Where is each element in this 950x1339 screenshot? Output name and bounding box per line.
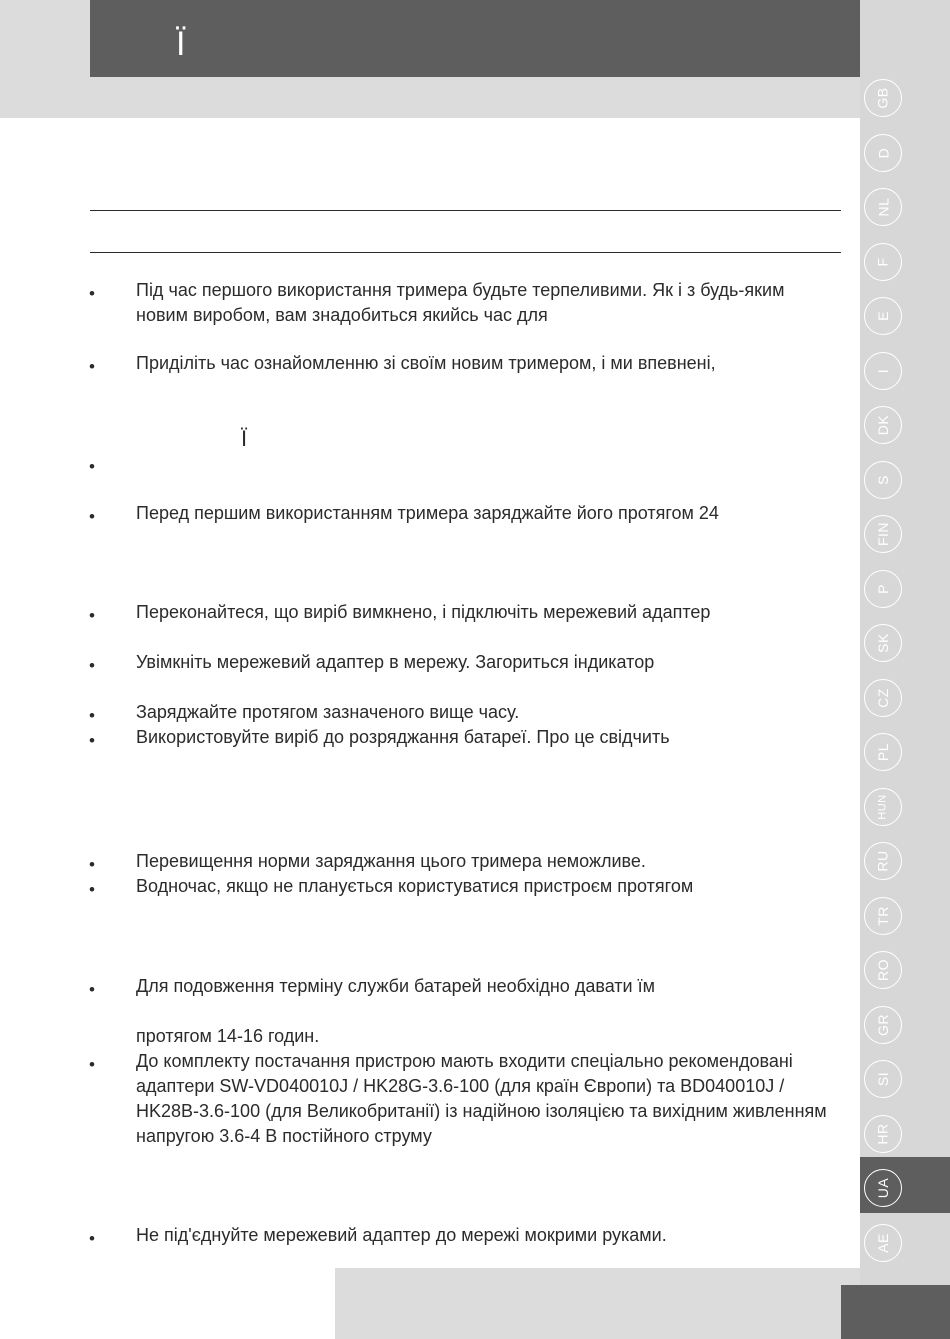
bullet-marker: • — [89, 980, 95, 999]
lang-tab-gr[interactable]: GR — [864, 1006, 902, 1044]
bullet-marker: • — [89, 457, 95, 476]
lang-tab-hun[interactable]: HUN — [864, 788, 902, 826]
paragraph-plug-in: Увімкніть мережевий адаптер в мережу. Загориться індикатор — [136, 652, 655, 672]
lang-tab-si[interactable]: SI — [864, 1060, 902, 1098]
lang-tab-s[interactable]: S — [864, 461, 902, 499]
paragraph-storage: Водночас, якщо не планується користуватися пристроєм протягом — [136, 876, 694, 896]
lang-tab-i[interactable]: I — [864, 352, 902, 390]
paragraph-hours: протягом 14-16 годин. — [136, 1026, 320, 1046]
paragraph-connect-adapter: Переконайтеся, що виріб вимкнено, і підключіть мережевий адаптер — [136, 602, 711, 622]
bullet-marker: • — [89, 855, 95, 874]
lang-tab-d[interactable]: D — [864, 134, 902, 172]
paragraph-wet-hands: Не під'єднуйте мережевий адаптер до мережі мокрими руками. — [136, 1225, 667, 1245]
paragraph-adapters: До комплекту постачання пристрою мають входити спеціально рекомендовані адаптери SW-VD040010J / HK28G-3.6-100 (для країн Європи) та BD040010J / HK28B-3.6-100 (для Великобританії) із надійною ізоляцією та вихідним живленням напругою 3.6-4 В постійного струму — [136, 1051, 827, 1146]
paragraph-charge-24h: Перед першим використанням тримера заряджайте його протягом 24 — [136, 503, 719, 523]
lang-tab-f[interactable]: F — [864, 243, 902, 281]
lang-tab-tr[interactable]: TR — [864, 897, 902, 935]
paragraph-overcharge: Перевищення норми заряджання цього тримера неможливе. — [136, 851, 646, 871]
lang-tab-ro[interactable]: RO — [864, 951, 902, 989]
lang-tab-hr[interactable]: HR — [864, 1115, 902, 1153]
lang-tab-gb[interactable]: GB — [864, 79, 902, 117]
bullet-marker: • — [89, 507, 95, 526]
paragraph-discharge: Використовуйте виріб до розряджання батареї. Про це свідчить — [136, 727, 670, 747]
paragraph-charge-time: Заряджайте протягом зазначеного вище часу. — [136, 702, 520, 722]
paragraph-familiarize: Приділіть час ознайомленню зі своїм новим тримером, і ми впевнені, — [136, 353, 716, 373]
paragraph-first-use: Під час першого використання тримера будьте терпеливими. Як і з будь-яким новим виробом, вам знадобиться якийсь час для — [136, 280, 785, 325]
divider-top — [90, 210, 841, 211]
bullet-marker: • — [89, 656, 95, 675]
divider-bottom — [90, 252, 841, 253]
bullet-marker: • — [89, 880, 95, 899]
header-bar — [90, 0, 860, 77]
bullet-marker: • — [89, 357, 95, 376]
lang-tab-fin[interactable]: FIN — [864, 515, 902, 553]
header-title: Ї — [176, 25, 186, 63]
lang-tab-e[interactable]: E — [864, 297, 902, 335]
section-heading: Ї — [241, 426, 248, 451]
footer-bar — [335, 1268, 860, 1339]
lang-tab-pl[interactable]: PL — [864, 733, 902, 771]
lang-tab-sk[interactable]: SK — [864, 624, 902, 662]
lang-tab-ua-active[interactable]: UA — [864, 1169, 902, 1207]
bullet-marker: • — [89, 731, 95, 750]
bullet-marker: • — [89, 706, 95, 725]
language-tab-list — [864, 79, 904, 1269]
footer-page-block — [841, 1285, 950, 1339]
lang-tab-cz[interactable]: CZ — [864, 679, 902, 717]
bullet-marker: • — [89, 1229, 95, 1248]
lang-tab-p[interactable]: P — [864, 570, 902, 608]
bullet-marker: • — [89, 284, 95, 303]
lang-tab-nl[interactable]: NL — [864, 188, 902, 226]
bullet-marker: • — [89, 1055, 95, 1074]
lang-tab-ae[interactable]: AE — [864, 1224, 902, 1262]
paragraph-battery-life: Для подовження терміну служби батарей необхідно давати їм — [136, 976, 655, 996]
bullet-marker: • — [89, 606, 95, 625]
lang-tab-ru[interactable]: RU — [864, 842, 902, 880]
lang-tab-dk[interactable]: DK — [864, 406, 902, 444]
